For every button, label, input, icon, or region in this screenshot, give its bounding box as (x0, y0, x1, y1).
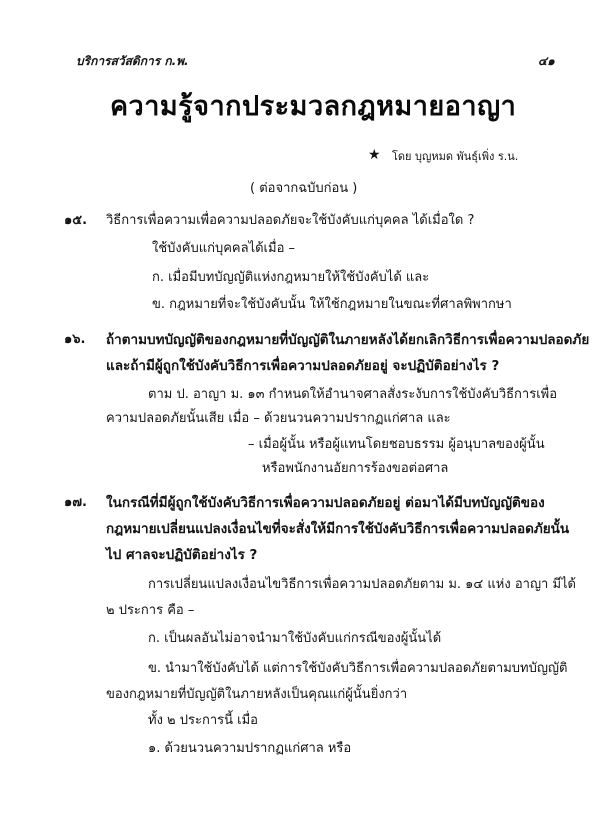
answer-item: ข. นำมาใช้บังคับได้ แต่การใช้บังคับวิธีการเพื่อความปลอดภัยตามบทบัญญัติ (148, 661, 568, 676)
question-number: ๑๖. (64, 332, 86, 347)
page-title: ความรู้จากประมวลกฎหมายอาญา (110, 91, 517, 122)
question-number: ๑๗. (64, 495, 87, 510)
question-text: วิธีการเพื่อความเพื่อความปลอดภัยจะใช้บังคับแก่บุคคล ได้เมื่อใด ? (106, 213, 475, 228)
star-icon: ★ (368, 147, 381, 163)
answer-item: ก. เป็นผลอันไม่อาจนำมาใช้บังคับแก่กรณีของผู้นั้นได้ (148, 631, 442, 646)
question-text: ไป ศาลจะปฏิบัติอย่างไร ? (106, 547, 258, 563)
answer-text: การเปลี่ยนแปลงเงื่อนไขวิธีการเพื่อความปลอดภัยตาม ม. ๑๔ แห่ง อาญา มีได้ (148, 577, 576, 592)
answer-text: ทั้ง ๒ ประการนี้ เมื่อ (148, 713, 258, 728)
question-text: กฎหมายเปลี่ยนแปลงเงื่อนไขที่จะสั่งให้มีการใช้บังคับวิธีการเพื่อความปลอดภัยนั้น (106, 521, 570, 537)
continued-note: ( ต่อจากฉบับก่อน ) (250, 181, 358, 196)
answer-text: ของกฎหมายที่บัญญัติในภายหลังเป็นคุณแก่ผู้นั้นยิ่งกว่า (106, 687, 408, 702)
answer-text: – เมื่อผู้นั้น หรือผู้แทนโดยชอบธรรม ผู้อนุบาลของผู้นั้น (248, 437, 545, 452)
running-header: บริการสวัสดิการ ก.พ. (76, 54, 189, 68)
answer-item: ก. เมื่อมีบทบัญญัติแห่งกฎหมายให้ใช้บังคับได้ และ (152, 270, 430, 285)
page-number: ๔๑ (538, 54, 555, 68)
author-byline: โดย บุญหมด พันธุ์เพิ่ง ร.น. (392, 150, 519, 163)
answer-text: หรือพนักงานอัยการร้องขอต่อศาล (262, 461, 449, 476)
question-text: ในกรณีที่มีผู้ถูกใช้บังคับวิธีการเพื่อความปลอดภัยอยู่ ต่อมาได้มีบทบัญญัติของ (106, 495, 545, 511)
answer-text: ความปลอดภัยนั้นเสีย เมื่อ – ด้วยนวนความปรากฏแก่ศาล และ (106, 411, 451, 426)
question-text: และถ้ามีผู้ถูกใช้บังคับวิธีการเพื่อความปลอดภัยอยู่ จะปฏิบัติอย่างไร ? (106, 358, 500, 374)
answer-item: ๑. ด้วยนวนความปรากฏแก่ศาล หรือ (148, 741, 352, 756)
answer-item: ข. กฎหมายที่จะใช้บังคับนั้น ให้ใช้กฎหมายในขณะที่ศาลพิพากษา (152, 297, 512, 312)
question-text: ถ้าตามบทบัญญัติของกฎหมายที่บัญญัติในภายหลังได้ยกเลิกวิธีการเพื่อความปลอดภัย (106, 332, 590, 348)
answer-text: ตาม ป. อาญา ม. ๑๓ กำหนดให้อำนาจศาลสั่งระงับการใช้บังคับวิธีการเพื่อ (148, 387, 558, 402)
answer-lead: ใช้บังคับแก่บุคคลได้เมื่อ – (152, 241, 296, 256)
answer-text: ๒ ประการ คือ – (106, 603, 195, 618)
question-number: ๑๕. (64, 213, 88, 228)
